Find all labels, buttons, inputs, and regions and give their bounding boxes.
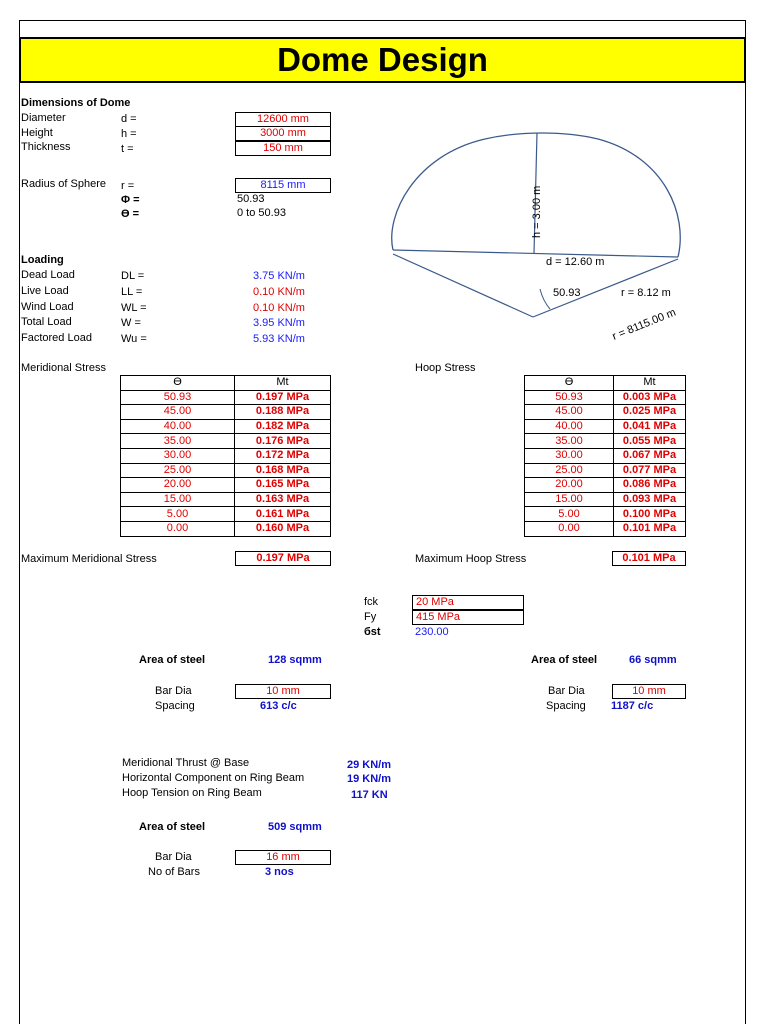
fy-label: Fy xyxy=(364,611,377,623)
load-value: 3.95 KN/m xyxy=(253,317,305,329)
left-area-label: Area of steel xyxy=(139,654,206,666)
mt-cell[interactable]: 0.188 MPa xyxy=(235,405,331,420)
table-row xyxy=(525,492,686,507)
theta-cell[interactable]: 15.00 xyxy=(525,492,614,507)
load-label: Factored Load xyxy=(21,332,92,344)
mt-cell[interactable]: 0.077 MPa xyxy=(614,463,686,478)
hoop-tension-value: 117 KN xyxy=(351,789,388,801)
table-row xyxy=(121,492,331,507)
right-area-label: Area of steel xyxy=(531,654,598,666)
diameter-dimension-label: d = 12.60 m xyxy=(546,256,605,268)
theta-cell[interactable]: 45.00 xyxy=(525,405,614,420)
theta-value: 0 to 50.93 xyxy=(237,207,286,219)
theta-cell[interactable]: 20.00 xyxy=(525,478,614,493)
load-value: 0.10 KN/m xyxy=(253,286,305,298)
mt-cell[interactable]: 0.041 MPa xyxy=(614,419,686,434)
radius-dimension-label: r = 8.12 m xyxy=(621,287,671,299)
sst-value: 230.00 xyxy=(415,626,449,638)
hoop-stress-table xyxy=(524,375,686,537)
height-cell[interactable]: 3000 mm xyxy=(235,126,331,141)
table-row xyxy=(121,463,331,478)
dimensions-heading: Dimensions of Dome xyxy=(21,97,131,109)
right-spacing-label: Spacing xyxy=(546,700,586,712)
left-area-value: 128 sqmm xyxy=(268,654,322,666)
left-bar-label: Bar Dia xyxy=(155,685,192,697)
phi-symbol: Φ = xyxy=(121,194,140,206)
load-label: Dead Load xyxy=(21,269,75,281)
meridional-col-mt: Mt xyxy=(235,376,331,391)
table-row xyxy=(525,478,686,493)
hoop-col-theta: ϴ xyxy=(525,376,614,391)
load-symbol: DL = xyxy=(121,270,145,282)
right-bar-cell[interactable]: 10 mm xyxy=(612,684,686,699)
theta-cell[interactable]: 30.00 xyxy=(121,448,235,463)
table-row xyxy=(121,521,331,536)
load-value: 5.93 KN/m xyxy=(253,333,305,345)
meridional-col-theta: ϴ xyxy=(121,376,235,391)
theta-cell[interactable]: 25.00 xyxy=(525,463,614,478)
table-row xyxy=(525,521,686,536)
hoop-heading: Hoop Stress xyxy=(415,362,476,374)
horizontal-component-label: Horizontal Component on Ring Beam xyxy=(122,772,305,784)
diameter-symbol: d = xyxy=(121,113,137,125)
fck-label: fck xyxy=(364,596,379,608)
mt-cell[interactable]: 0.160 MPa xyxy=(235,521,331,536)
table-row xyxy=(525,390,686,405)
theta-cell[interactable]: 5.00 xyxy=(121,507,235,522)
angle-label: 50.93 xyxy=(553,287,581,299)
meridional-stress-table xyxy=(120,375,331,537)
mt-cell[interactable]: 0.003 MPa xyxy=(614,390,686,405)
hoop-tension-label: Hoop Tension on Ring Beam xyxy=(122,787,262,799)
table-row xyxy=(121,405,331,420)
fy-cell[interactable]: 415 MPa xyxy=(412,610,524,625)
ring-area-label: Area of steel xyxy=(139,821,206,833)
dome-diagram xyxy=(380,125,710,350)
load-value: 0.10 KN/m xyxy=(253,302,305,314)
mt-cell[interactable]: 0.168 MPa xyxy=(235,463,331,478)
radius-label: Radius of Sphere xyxy=(21,178,106,190)
right-bar-label: Bar Dia xyxy=(548,685,585,697)
thickness-label: Thickness xyxy=(21,141,71,153)
theta-cell[interactable]: 35.00 xyxy=(121,434,235,449)
loading-heading: Loading xyxy=(21,254,64,266)
load-symbol: W = xyxy=(121,317,141,329)
ring-nos-label: No of Bars xyxy=(148,866,200,878)
left-spacing-label: Spacing xyxy=(155,700,195,712)
angle-arc xyxy=(540,289,550,309)
theta-cell[interactable]: 40.00 xyxy=(121,419,235,434)
radius-long-label: r = 8115.00 m xyxy=(610,306,678,343)
load-symbol: WL = xyxy=(121,302,147,314)
ring-bar-label: Bar Dia xyxy=(155,851,192,863)
theta-cell[interactable]: 20.00 xyxy=(121,478,235,493)
mt-cell[interactable]: 0.093 MPa xyxy=(614,492,686,507)
height-symbol: h = xyxy=(121,128,137,140)
theta-symbol: ϴ = xyxy=(121,208,140,220)
radius-line-left xyxy=(393,254,533,317)
ring-area-value: 509 sqmm xyxy=(268,821,322,833)
table-row xyxy=(525,448,686,463)
theta-cell[interactable]: 5.00 xyxy=(525,507,614,522)
table-row xyxy=(121,478,331,493)
mt-cell[interactable]: 0.067 MPa xyxy=(614,448,686,463)
theta-cell[interactable]: 15.00 xyxy=(121,492,235,507)
right-area-value: 66 sqmm xyxy=(629,654,677,666)
theta-cell[interactable]: 45.00 xyxy=(121,405,235,420)
mt-cell[interactable]: 0.176 MPa xyxy=(235,434,331,449)
page-title: Dome Design xyxy=(19,37,746,83)
max-hoop-cell[interactable]: 0.101 MPa xyxy=(612,551,686,566)
radius-cell[interactable]: 8115 mm xyxy=(235,178,331,193)
theta-cell[interactable]: 0.00 xyxy=(525,521,614,536)
theta-cell[interactable]: 50.93 xyxy=(121,390,235,405)
diameter-cell[interactable]: 12600 mm xyxy=(235,112,331,127)
left-bar-cell[interactable]: 10 mm xyxy=(235,684,331,699)
theta-cell[interactable]: 35.00 xyxy=(525,434,614,449)
mt-cell[interactable]: 0.182 MPa xyxy=(235,419,331,434)
mt-cell[interactable]: 0.086 MPa xyxy=(614,478,686,493)
theta-cell[interactable]: 50.93 xyxy=(525,390,614,405)
max-meridional-label: Maximum Meridional Stress xyxy=(21,553,157,565)
fck-cell[interactable]: 20 MPa xyxy=(412,595,524,610)
diameter-label: Diameter xyxy=(21,112,66,124)
table-row xyxy=(525,463,686,478)
horizontal-component-value: 19 KN/m xyxy=(347,773,392,785)
mt-cell[interactable]: 0.165 MPa xyxy=(235,478,331,493)
sst-label: бst xyxy=(364,626,381,638)
load-symbol: Wu = xyxy=(121,333,147,345)
mt-cell[interactable]: 0.101 MPa xyxy=(614,521,686,536)
hoop-col-mt: Mt xyxy=(614,376,686,391)
theta-cell[interactable]: 25.00 xyxy=(121,463,235,478)
ring-bar-cell[interactable]: 16 mm xyxy=(235,850,331,865)
table-row xyxy=(121,419,331,434)
right-spacing-value: 1187 c/c xyxy=(611,700,654,712)
max-hoop-label: Maximum Hoop Stress xyxy=(415,553,527,565)
height-label: Height xyxy=(21,127,53,139)
left-spacing-value: 613 c/c xyxy=(260,700,297,712)
table-row xyxy=(525,405,686,420)
phi-value: 50.93 xyxy=(237,193,265,205)
theta-cell[interactable]: 0.00 xyxy=(121,521,235,536)
mt-cell[interactable]: 0.197 MPa xyxy=(235,390,331,405)
thrust-value: 29 KN/m xyxy=(347,759,392,771)
mt-cell[interactable]: 0.172 MPa xyxy=(235,448,331,463)
table-row xyxy=(121,507,331,522)
table-row xyxy=(121,434,331,449)
chord-line xyxy=(393,250,678,257)
load-symbol: LL = xyxy=(121,286,143,298)
mt-cell[interactable]: 0.163 MPa xyxy=(235,492,331,507)
thickness-cell[interactable]: 150 mm xyxy=(235,141,331,156)
table-row xyxy=(525,419,686,434)
thrust-label: Meridional Thrust @ Base xyxy=(122,757,250,769)
thickness-symbol: t = xyxy=(121,143,134,155)
table-row xyxy=(121,448,331,463)
table-row xyxy=(525,434,686,449)
theta-cell[interactable]: 30.00 xyxy=(525,448,614,463)
table-row xyxy=(121,390,331,405)
theta-cell[interactable]: 40.00 xyxy=(525,419,614,434)
radius-symbol: r = xyxy=(121,180,135,192)
load-label: Live Load xyxy=(21,285,69,297)
meridional-heading: Meridional Stress xyxy=(21,362,106,374)
max-meridional-cell[interactable]: 0.197 MPa xyxy=(235,551,331,566)
mt-cell[interactable]: 0.161 MPa xyxy=(235,507,331,522)
mt-cell[interactable]: 0.100 MPa xyxy=(614,507,686,522)
load-label: Total Load xyxy=(21,316,72,328)
load-value: 3.75 KN/m xyxy=(253,270,305,282)
load-label: Wind Load xyxy=(21,301,74,313)
mt-cell[interactable]: 0.025 MPa xyxy=(614,405,686,420)
height-dimension-label: h = 3.00 m xyxy=(531,185,543,238)
table-row xyxy=(525,507,686,522)
ring-nos-value: 3 nos xyxy=(265,866,294,878)
mt-cell[interactable]: 0.055 MPa xyxy=(614,434,686,449)
